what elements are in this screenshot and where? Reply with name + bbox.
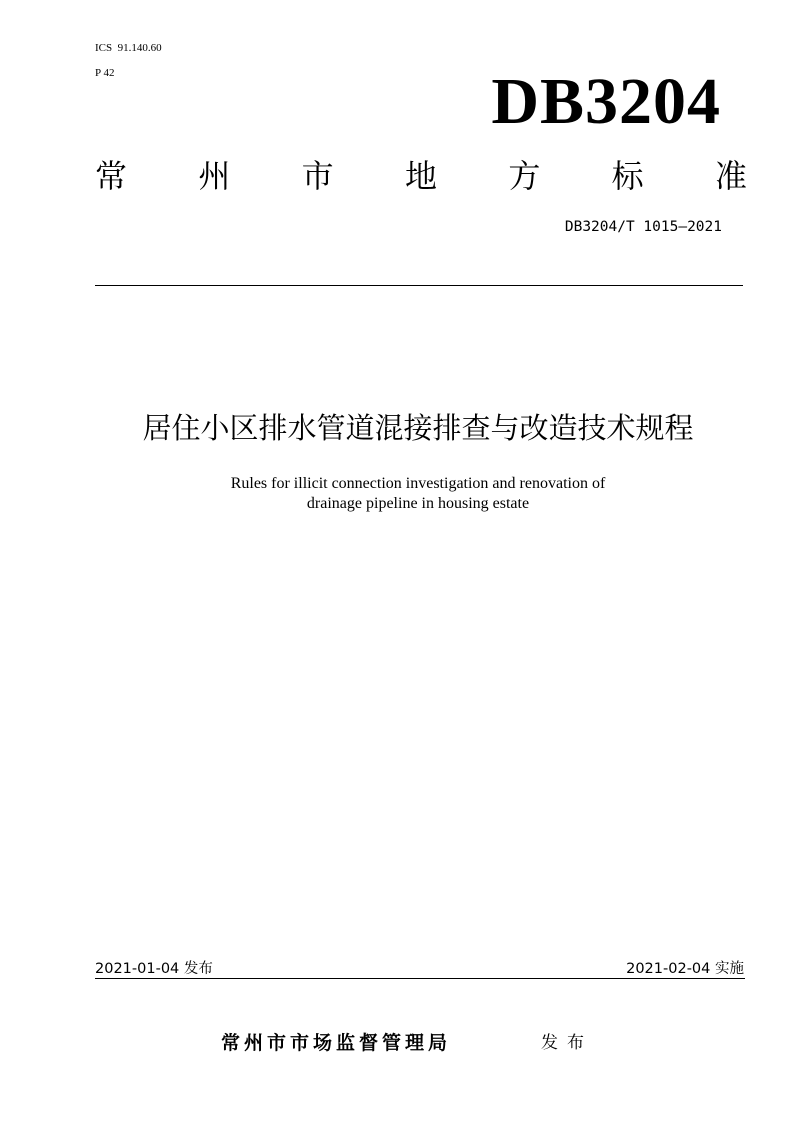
standard-type-char: 州 — [198, 157, 231, 195]
document-title-english — [0, 474, 800, 514]
standard-type-char: 常 — [95, 157, 128, 195]
standard-number: DB3204/T 1015—2021 — [564, 219, 722, 235]
standard-type-char: 方 — [508, 157, 541, 195]
publish-label: 发布 — [541, 1033, 593, 1053]
standard-type — [95, 154, 747, 198]
implementation-date: 2021-02-04 实施 — [626, 961, 744, 977]
standard-code: DB3204 — [491, 65, 721, 138]
document-title-english-line: drainage pipeline in housing estate — [306, 495, 530, 512]
footer-divider — [95, 978, 745, 979]
standard-type-char: 市 — [301, 157, 334, 195]
classification-code: P 42 — [95, 67, 115, 79]
header-divider — [95, 285, 743, 286]
ics-code: ICS 91.140.60 — [95, 42, 162, 54]
standard-type-char: 准 — [714, 157, 747, 195]
standard-type-char: 地 — [404, 157, 437, 195]
document-title-chinese: 居住小区排水管道混接排查与改造技术规程 — [142, 411, 694, 445]
standard-type-char: 标 — [611, 157, 644, 195]
issue-date: 2021-01-04 发布 — [95, 961, 213, 977]
document-title-english-line: Rules for illicit connection investigation and renovation of — [230, 475, 606, 492]
publisher: 常州市市场监督管理局 — [221, 1032, 452, 1054]
